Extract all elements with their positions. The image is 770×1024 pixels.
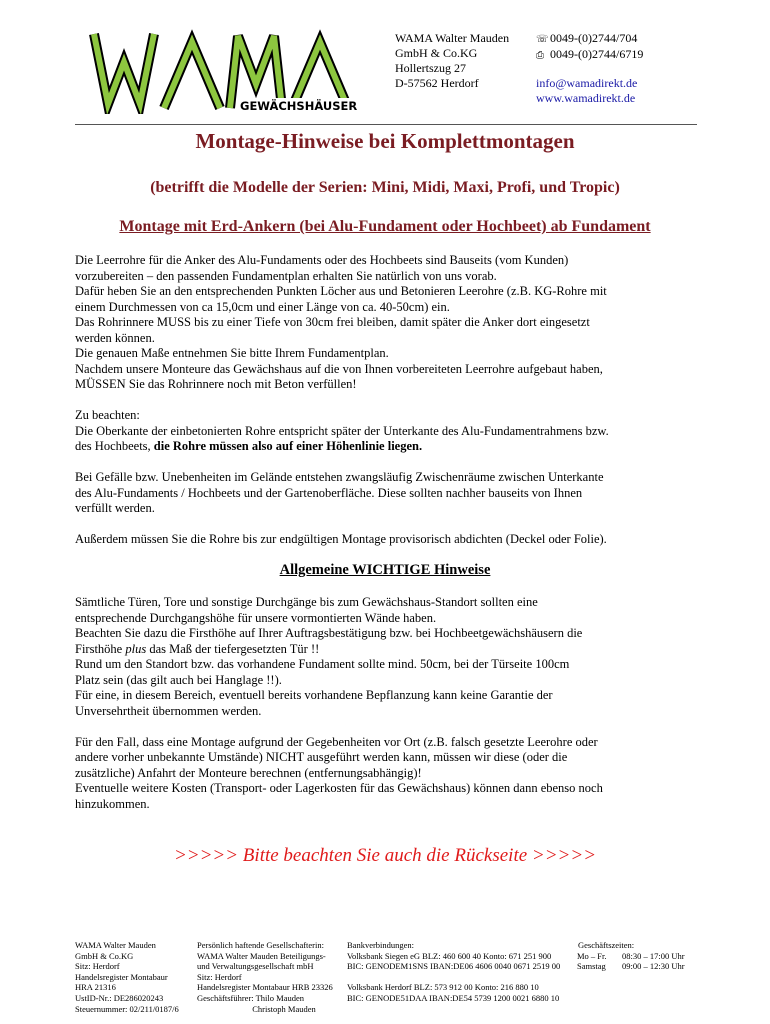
footer-company: WAMA Walter Mauden GmbH & Co.KG Sitz: Herdorf Handelsregister Montabaur HRA 21316 UstID-Nr.: DE286020243 Steuernummer: 02/211/0187/6 (75, 940, 179, 1014)
section-hinweise-body (75, 595, 700, 812)
address-line: Hollertszug 27 (395, 61, 466, 75)
section-heading-erd-anker: Montage mit Erd-Ankern (bei Alu-Fundament oder Hochbeet) ab Fundament (119, 218, 651, 235)
backside-notice: >>>>> Bitte beachten Sie auch die Rückseite >>>>> (173, 845, 597, 866)
note-paragraph: Zu beachten: Die Oberkante der einbetonierten Rohre entspricht später der Unterkante des Alu-Fundamentrahmens bzw. des Hochbeets, die Rohre müssen also auf einer Höhenlinie liegen. (75, 408, 609, 453)
address-line: GmbH & Co.KG (395, 46, 478, 60)
paragraph: Sämtliche Türen, Tore und sonstige Durchgänge bis zum Gewächshaus-Standort sollten eine entsprechende Durchgangshöhe für unsere vormontierten Wände haben. Beachten Sie dazu die Firsthöhe auf Ihrer Auftragsbestätigung bzw. bei Hochbeetgewächshäusern die Firsthöhe plus das Maß der tiefergesetzten Tür !! Rund um den Standort bzw. das vorhandene Fundament sollte mind. 50cm, bei der Türseite 100cm Platz sein (das gilt auch bei Hanglage !!). Für eine, in diesem Bereich, eventuell bereits vorhandene Bepflanzung kann keine Garantie der Unversehrtheit übernommen werden. (75, 595, 583, 718)
fax-number: 0049-(0)2744/6719 (550, 47, 644, 61)
footer-partner: Persönlich haftende Gesellschafterin: WAMA Walter Mauden Beteiligungs- und Verwaltungsgesellschaft mbH Sitz: Herdorf Handelsregister Montabaur HRB 23326 Geschäftsführer: Thilo Mauden Christoph Mauden (197, 940, 333, 1014)
company-address (395, 31, 509, 91)
fax-icon: ⎙ (536, 50, 544, 61)
section-erd-anker-body (75, 253, 700, 548)
wama-logo (88, 28, 380, 114)
address-line: WAMA Walter Mauden (395, 31, 510, 45)
page-subtitle: (betrifft die Modelle der Serien: Mini, Midi, Maxi, Profi, und Tropic) (150, 179, 620, 196)
company-contact (536, 31, 643, 106)
paragraph: Für den Fall, dass eine Montage aufgrund der Gegebenheiten vor Ort (z.B. falsch gesetzte Leerohre oder andere vorher unbekannte Umstände) NICHT ausgeführt werden kann, müssen wir diese (oder die zusätzliche) Anfahrt der Monteure berechnen (entfernungsabhängig)! Eventuelle weitere Kosten (Transport- oder Lagerkosten für das Gewächshaus) können dann ebenso noch hinzukommen. (75, 734, 603, 811)
address-line: D-57562 Herdorf (395, 76, 479, 90)
logo-subtitle: GEWÄCHSHÄUSER (240, 99, 358, 113)
phone-icon: ☏ (536, 34, 549, 45)
email-link[interactable]: info@wamadirekt.de (536, 76, 638, 90)
website-link[interactable]: www.wamadirekt.de (536, 91, 636, 105)
phone-number: 0049-(0)2744/704 (550, 31, 638, 45)
paragraph: Bei Gefälle bzw. Unebenheiten im Gelände entstehen zwangsläufig Zwischenräume zwischen Unterkante des Alu-Fundaments / Hochbeets und der Gartenoberfläche. Diese sollten nachher bauseits von Ihnen verfüllt werden. (75, 470, 604, 515)
footer-bank: Bankverbindungen: Volksbank Siegen eG BLZ: 460 600 40 Konto: 671 251 900 BIC: GENODEM1SNS IBAN:DE06 4606 0040 0671 2519 00 Volksbank Herdorf BLZ: 573 912 00 Konto: 216 880 10 BIC: GENODE51DAA IBAN:DE54 5739 1200 0021 6880 10 (347, 940, 561, 1003)
page-title: Montage-Hinweise bei Komplettmontagen (195, 129, 575, 153)
paragraph: Die Leerrohre für die Anker des Alu-Fundaments oder des Hochbeets sind Bauseits (vom Kunden) vorzubereiten – den passenden Fundamentplan erhalten Sie natürlich von uns vorab. Dafür heben Sie an den entsprechenden Punkten Löcher aus und Betonieren Leerohre (z.B. KG-Rohre mit einem Durchmessen von ca 15,0cm und einer Länge von ca. 40-50cm) ein. Das Rohrinnere MUSS bis zu einer Tiefe von 30cm frei bleiben, damit später die Anker dort eingesetzt werden können. Die genauen Maße entnehmen Sie bitte Ihrem Fundamentplan. Nachdem unsere Monteure das Gewächshaus auf die von Ihnen vorbereiteten Leerrohre aufgebaut haben, MÜSSEN Sie das Rohrinnere noch mit Beton verfüllen! (75, 253, 607, 391)
header-divider (75, 124, 697, 125)
footer-hours: Geschäftszeiten: Mo – Fr. 08:30 – 17:00 Uhr Samstag 09:00 – 12:30 Uhr (577, 940, 685, 972)
emphasis: die Rohre müssen also auf einer Höhenlinie liegen. (153, 439, 423, 453)
section-heading-wichtige-hinweise: Allgemeine WICHTIGE Hinweise (279, 562, 491, 578)
paragraph: Außerdem müssen Sie die Rohre bis zur endgültigen Montage provisorisch abdichten (Deckel oder Folie). (75, 532, 607, 546)
